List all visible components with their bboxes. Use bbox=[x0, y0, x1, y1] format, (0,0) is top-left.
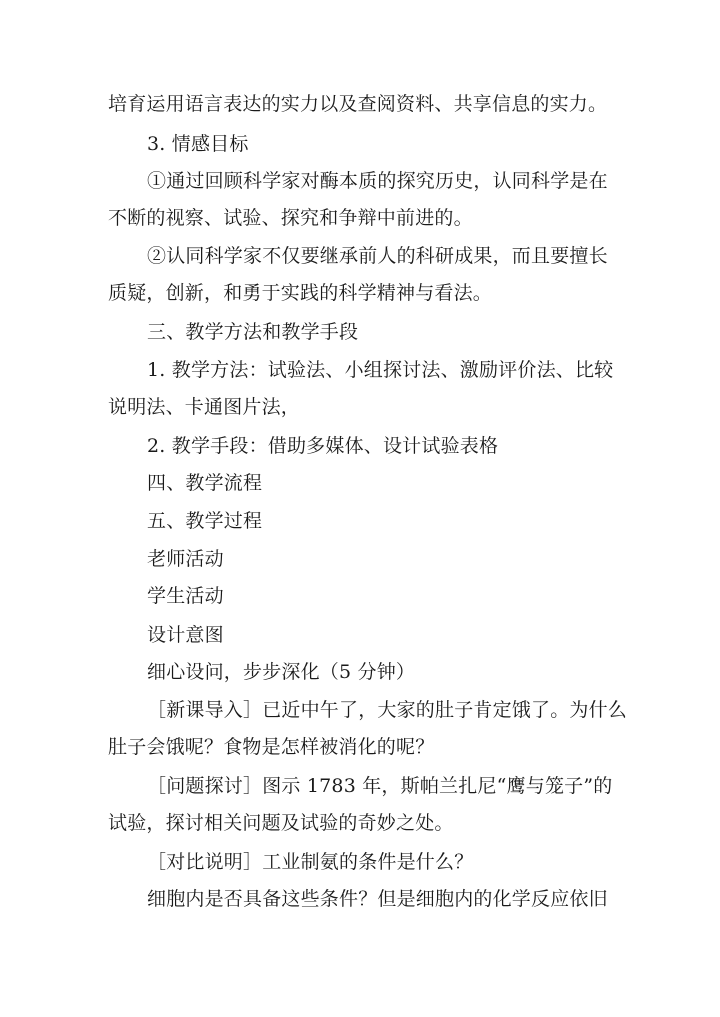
text-line-problem-b: 试验，探讨相关问题及试验的奇妙之处。 bbox=[108, 812, 454, 834]
text-line-student-activity: 学生活动 bbox=[147, 585, 224, 607]
text-line-means: 2. 教学手段：借助多媒体、设计试验表格 bbox=[147, 435, 499, 457]
text-line-intro-a: ［新课导入］已近中午了，大家的肚子肯定饿了。为什么 bbox=[147, 699, 628, 721]
text-line-goal-1a: ①通过回顾科学家对酶本质的探究历史，认同科学是在 bbox=[147, 170, 608, 192]
text-line-cell-conditions: 细胞内是否具备这些条件？但是细胞内的化学反应依旧 bbox=[147, 888, 608, 910]
text-line-comparison: ［对比说明］工业制氨的条件是什么？ bbox=[147, 851, 474, 873]
heading-teaching-process: 五、教学过程 bbox=[147, 510, 263, 532]
heading-teaching-flow: 四、教学流程 bbox=[147, 472, 263, 494]
text-line-intro-b: 肚子会饿呢？食物是怎样被消化的呢？ bbox=[108, 736, 435, 758]
text-line-questioning: 细心设问，步步深化（5 分钟） bbox=[147, 661, 416, 683]
text-line-goal-1b: 不断的视察、试验、探究和争辩中前进的。 bbox=[108, 207, 473, 229]
heading-emotional-goals: 3. 情感目标 bbox=[147, 133, 249, 155]
text-line-design-intent: 设计意图 bbox=[147, 624, 224, 646]
text-line-skills: 培育运用语言表达的实力以及查阅资料、共享信息的实力。 bbox=[108, 93, 608, 115]
text-line-goal-2a: ②认同科学家不仅要继承前人的科研成果，而且要擅长 bbox=[147, 245, 608, 267]
text-line-goal-2b: 质疑，创新，和勇于实践的科学精神与看法。 bbox=[108, 282, 493, 304]
heading-teaching-methods: 三、教学方法和教学手段 bbox=[147, 321, 359, 343]
text-line-methods-a: 1. 教学方法：试验法、小组探讨法、激励评价法、比较 bbox=[147, 359, 614, 381]
text-line-problem-a: ［问题探讨］图示 1783 年，斯帕兰扎尼“鹰与笼子”的 bbox=[147, 775, 613, 797]
text-line-teacher-activity: 老师活动 bbox=[147, 548, 224, 570]
text-line-methods-b: 说明法、卡通图片法， bbox=[108, 396, 301, 418]
